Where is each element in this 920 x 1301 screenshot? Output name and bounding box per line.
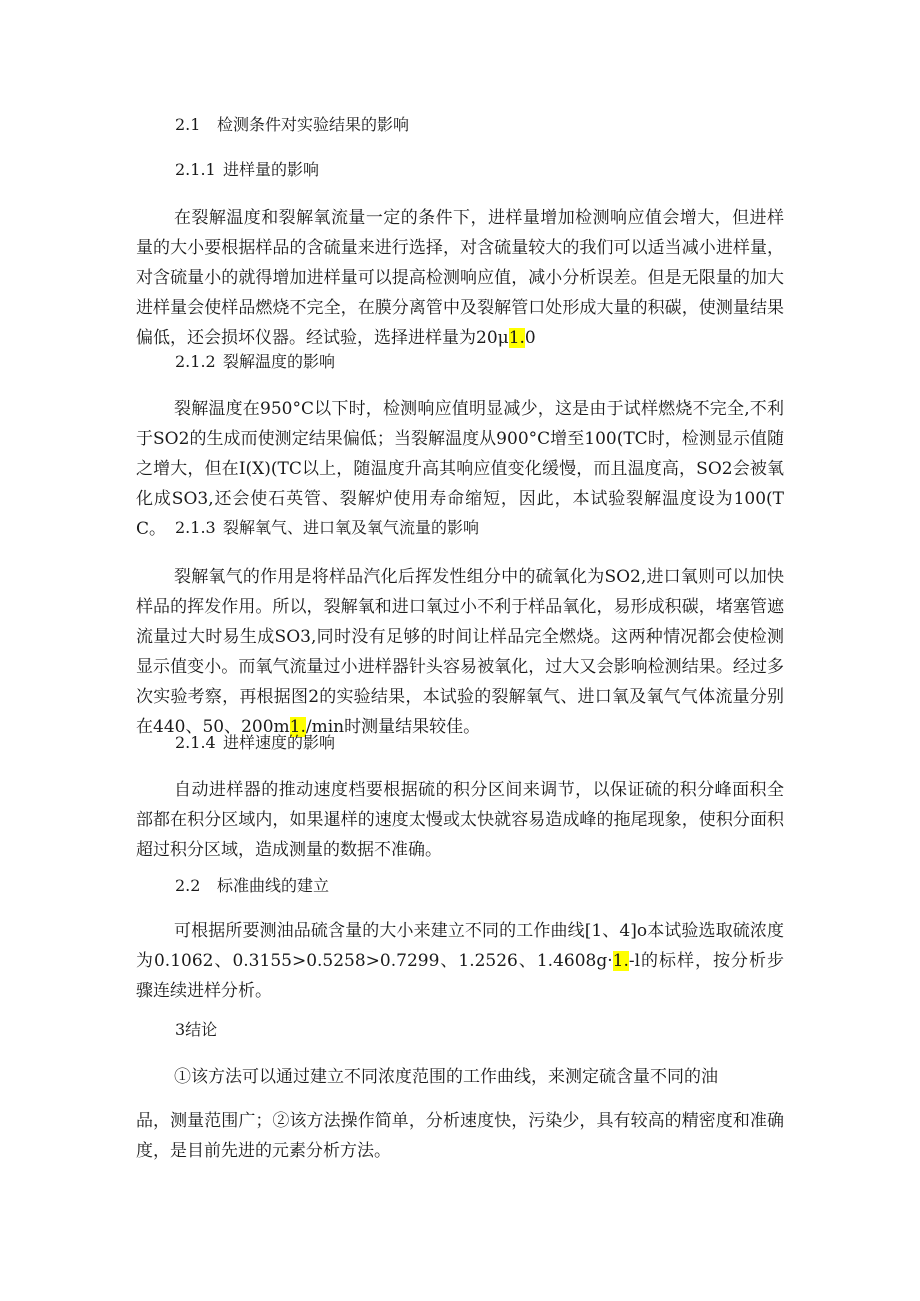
paragraph-3-first	[136, 1062, 784, 1092]
section-number: 2.1.2	[175, 352, 216, 371]
section-heading-2-1-1	[175, 160, 319, 180]
highlighted-text: 1.	[612, 951, 629, 971]
section-number: 2.1.3	[175, 518, 216, 537]
section-heading-2-1-2	[175, 352, 335, 372]
paragraph-text: 可根据所要测油品硫含量的大小来建立不同的工作曲线[1、4]o本试验选取硫浓度为0.1062、0.3155>0.5258>0.7299、1.2526、1.4608g·	[136, 921, 784, 971]
section-heading-2-1-4	[175, 733, 335, 753]
section-title: 检测条件对实验结果的影响	[217, 115, 410, 134]
section-title: 裂解氧气、进口氧及氧气流量的影响	[223, 518, 480, 537]
section-title: 3结论	[175, 1020, 218, 1039]
section-title: 进样量的影响	[223, 160, 320, 179]
section-heading-2-2	[175, 876, 329, 896]
paragraph-tail: -l的标样，按分析步骤连续进样分析。	[136, 951, 784, 1001]
paragraph-3-second	[136, 1106, 784, 1166]
section-number: 2.2	[175, 876, 201, 895]
section-heading-2-1	[175, 115, 409, 135]
section-heading-3	[175, 1020, 217, 1040]
paragraph-2-1-4	[136, 775, 784, 865]
paragraph-text: ①该方法可以通过建立不同浓度范围的工作曲线，来测定硫含量不同的油	[174, 1067, 718, 1087]
paragraph-2-1-1	[136, 203, 784, 353]
paragraph-tail: /min时测量结果较佳。	[305, 717, 481, 737]
section-title: 进样速度的影响	[223, 733, 336, 752]
paragraph-text: 裂解温度在950°C以下时，检测响应值明显减少，这是由于试样燃烧不完全,不利于SO2的生成而使测定结果偏低；当裂解温度从900°C增至100(TC时，检测显示值随之增大，但在I(X)(TC以上，随温度升高其响应值变化缓慢，而且温度高，SO2会被氧化成SO3,还会使石英管、裂解炉使用寿命缩短，因此，本试验裂解温度设为100(TC。	[136, 399, 784, 539]
section-title: 裂解温度的影响	[223, 352, 336, 371]
paragraph-tail: 0	[524, 328, 536, 348]
paragraph-text: 自动进样器的推动速度档要根据硫的积分区间来调节，以保证硫的积分峰面积全部都在积分区域内，如果暹样的速度太慢或太快就容易造成峰的拖尾现象，使积分面积超过积分区域，造成测量的数据不准确。	[136, 780, 784, 860]
highlighted-text: 1.	[289, 717, 306, 737]
paragraph-2-1-3	[136, 562, 784, 742]
paragraph-text: 裂解氧气的作用是将样品汽化后挥发性组分中的硫氧化为SO2,进口氧则可以加快样品的挥发作用。所以，裂解氧和进口氧过小不利于样品氧化，易形成积碳，堵塞管遮流量过大时易生成SO3,同时没有足够的时间让样品完全燃烧。这两种情况都会使检测显示值变小。而氧气流量过小进样器针头容易被氧化，过大又会影响检测结果。经过多次实验考察，再根据图2的实验结果，本试验的裂解氧气、进口氧及氧气气体流量分别在440、50、200m	[136, 567, 784, 737]
paragraph-text: 品，测量范围广；②该方法操作简单，分析速度快，污染少，具有较高的精密度和准确度，是目前先进的元素分析方法。	[136, 1111, 784, 1161]
highlighted-text: 1.	[508, 328, 525, 348]
section-title: 标准曲线的建立	[217, 876, 330, 895]
section-number: 2.1.4	[175, 733, 216, 752]
paragraph-2-2	[136, 916, 784, 1006]
paragraph-text: 在裂解温度和裂解氧流量一定的条件下，进样量增加检测响应值会增大，但进样量的大小要根据样品的含硫量来进行选择，对含硫量较大的我们可以适当减小进样量，对含硫量小的就得增加进样量可以提高检测响应值，减小分析误差。但是无限量的加大进样量会使样品燃烧不完全，在膜分离管中及裂解管口处形成大量的积碳，使测量结果偏低，还会损坏仪器。经试验，选择进样量为20μ	[136, 208, 784, 348]
section-number: 2.1.1	[175, 160, 216, 179]
section-number: 2.1	[175, 115, 201, 134]
section-heading-2-1-3	[175, 518, 479, 538]
